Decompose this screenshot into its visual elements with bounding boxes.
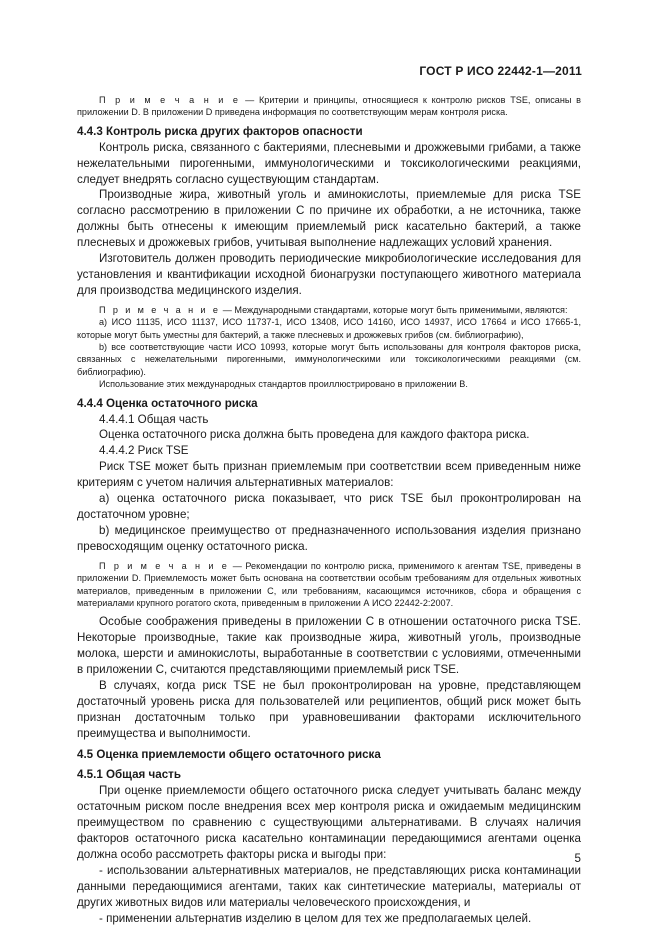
- subsection-4-4-4-1: 4.4.4.1 Общая часть: [99, 412, 209, 426]
- paragraph: Риск TSE может быть признан приемлемым при соответствии всем приведенным ниже критериям с учетом наличия альтернативных материалов:: [77, 460, 581, 490]
- note-label: П р и м е ч а н и е: [99, 304, 221, 315]
- document-header: ГОСТ Р ИСО 22442-1—2011: [419, 64, 582, 78]
- paragraph: Особые соображения приведены в приложении С в отношении остаточного риска TSE. Некоторые производные, такие как производные жира, животный уголь, производные молока, шерсти и аминокислоты, выработанные в соответствии с условиями, отмеченными в приложении С, считаются представляющими приемлемый риск TSE.: [77, 615, 581, 677]
- section-heading-4-4-4: 4.4.4 Оценка остаточного риска: [77, 396, 258, 410]
- note-text: — Критерии и принципы, относящиеся к контролю рисков TSE, описаны в приложении D. В приложении D приведена информация по соответствующим мерам контроля риска.: [77, 95, 581, 118]
- paragraph: В случаях, когда риск TSE не был проконтролирован на уровне, представляющем достаточный уровень риска для пользователей или реципиентов, общий риск может быть признан достаточным только при уравновешивании факторами исключительного преимущества и выполнимости.: [77, 678, 581, 740]
- subsection-4-4-4-2: 4.4.4.2 Риск TSE: [99, 444, 189, 458]
- section-heading-4-5: 4.5 Оценка приемлемости общего остаточного риска: [77, 747, 381, 761]
- paragraph: Изготовитель должен проводить периодические микробиологические исследования для установления и квантификации исходной бионагрузки поступающего животного материала для производства медицинского изделия.: [77, 252, 581, 297]
- section-heading-4-4-3: 4.4.3 Контроль риска других факторов опасности: [77, 124, 363, 138]
- bullet-item: - использовании альтернативных материалов, не представляющих риска контаминации данными передающимися агентами, таких как синтетические материалы, материалы от других животных видов или материалы человеческого происхождения, и: [77, 863, 581, 909]
- note-tse-recommendations: [77, 560, 581, 610]
- paragraph: При оценке приемлемости общего остаточного риска следует учитывать баланс между остаточным риском после внедрения всех мер контроля риска и ожидаемым медицинским преимуществом по сравнению с существующими альтернативами. В случаях наличия факторов остаточного риска касательно контаминации передающимися агентами оценка должна особо рассмотреть факторы риска и выгоды при:: [77, 784, 581, 861]
- note-label: П р и м е ч а н и е: [99, 560, 230, 571]
- list-item-b: b) медицинское преимущество от предназначенного использования изделия признано превосходящим оценку остаточного риска.: [77, 523, 581, 553]
- note-tail: Использование этих международных стандартов проиллюстрировано в приложении В.: [99, 379, 468, 390]
- page-content: [77, 94, 581, 927]
- list-item-a: а) оценка остаточного риска показывает, что риск TSE был проконтролирован на достаточном уровне;: [77, 492, 581, 521]
- paragraph: Контроль риска, связанного с бактериями, плесневыми и дрожжевыми грибами, а также нежелательными пирогенными, иммунологическими и токсикологическими реакциями, следует внедрять согласно существующим стандартам.: [77, 140, 581, 186]
- paragraph: Производные жира, животный уголь и аминокислоты, приемлемые для риска TSE согласно рассмотрению в приложении С по причине их обработки, а не источника, также должны быть отнесены к имеющим приемлемый риск касательно бактерий, а также плесневых и дрожжевых грибов, учитывая выполнение надлежащих условий хранения.: [77, 188, 581, 250]
- bullet-item: - применении альтернатив изделию в целом для тех же предполагаемых целей.: [99, 911, 532, 925]
- note-tse-criteria: [77, 94, 581, 119]
- note-standards: [77, 304, 581, 316]
- note-list-item-a: а) ИСО 11135, ИСО 11137, ИСО 11737-1, ИСО 13408, ИСО 14160, ИСО 14937, ИСО 17664 и ИСО 17665-1, которые могут быть уместны для бактерий, а также плесневых и дрожжевых грибов (см. библиографию),: [77, 317, 581, 340]
- page-number: 5: [574, 852, 581, 865]
- note-label: П р и м е ч а н и е: [99, 95, 241, 105]
- paragraph: Оценка остаточного риска должна быть проведена для каждого фактора риска.: [99, 428, 530, 442]
- note-text: — Международными стандартами, которые могут быть применимыми, являются:: [220, 304, 568, 315]
- note-list-item-b: b) все соответствующие части ИСО 10993, которые могут быть использованы для контроля факторов риска, связанных с нежелательными пирогенными, иммунологическими или токсикологическими реакциями (см. библиографию).: [77, 342, 581, 377]
- note-text: — Рекомендации по контролю риска, применимого к агентам TSE, приведены в приложении D. Приемлемость может быть основана на соответствии особым требованиям для отдельных животных материалов, приведенным в приложении С, или требованиям, касающимся источников, сбора и обращения с материалами крупного рогатого скота, приведенным в приложении А ИСО 22442-2:2007.: [77, 560, 581, 608]
- section-heading-4-5-1: 4.5.1 Общая часть: [77, 768, 181, 782]
